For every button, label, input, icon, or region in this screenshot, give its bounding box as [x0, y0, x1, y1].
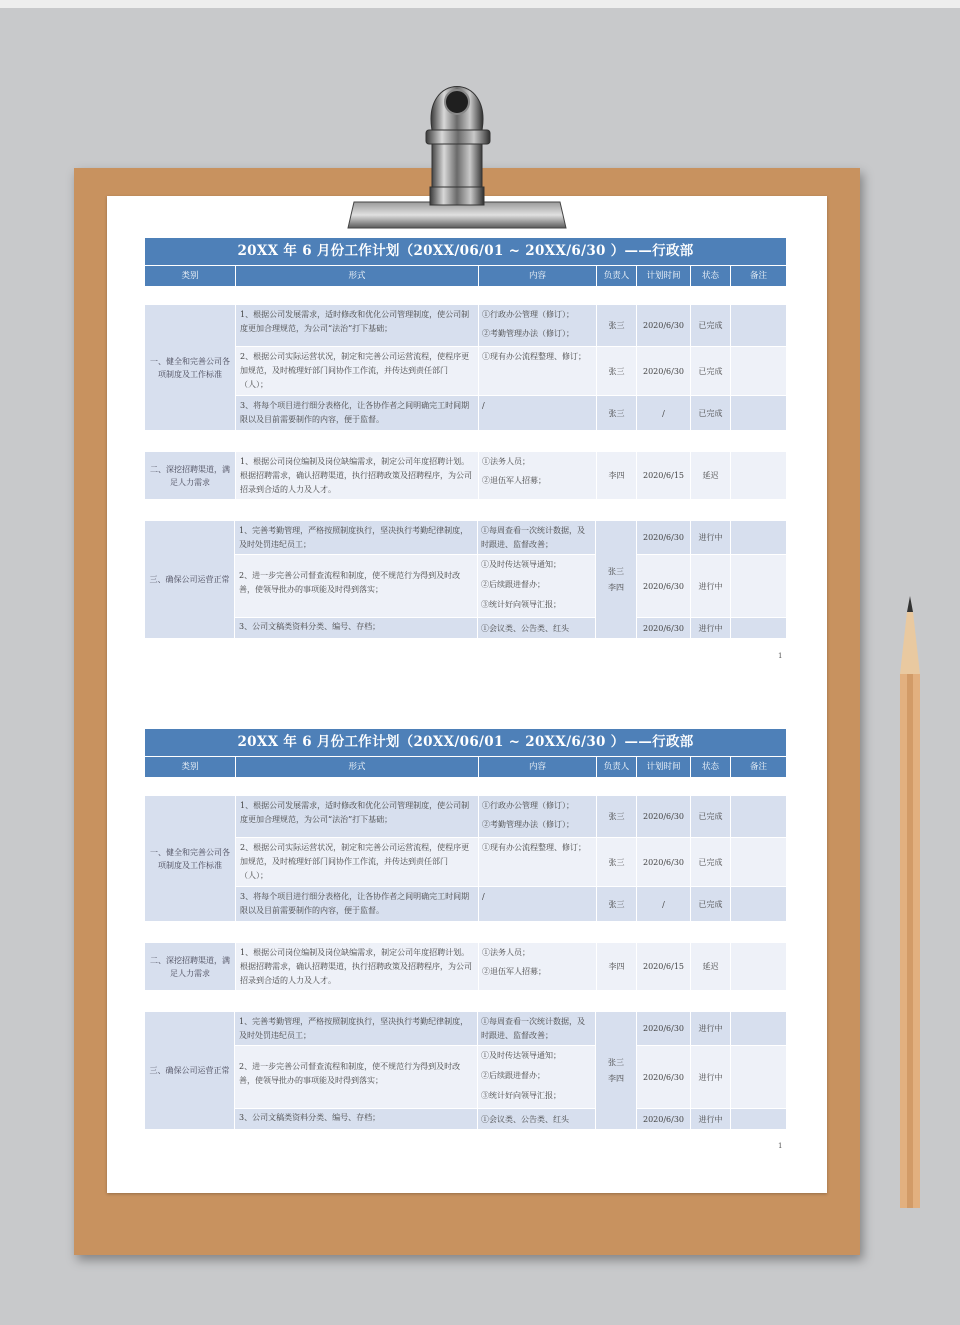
status-cell: 进行中	[691, 521, 731, 554]
form-cell: 1、根据公司岗位编制及岗位缺编需求，制定公司年度招聘计划。根据招聘需求，确认招聘渠道，执行招聘政策及招聘程序，为公司招录到合适的人力及人才。	[236, 943, 479, 990]
table-row	[235, 1109, 596, 1129]
form-cell: 2、根据公司实际运营状况，制定和完善公司运营流程，使程序更加规范，及时梳理好部门间协作工作流，并传达到责任部门（人）；	[236, 838, 479, 886]
form-cell: 3、将每个项目进行细分表格化，让各协作者之间明确完工时间期限以及目前需要制作的内容，便于监督。	[236, 887, 479, 921]
note-cell	[731, 396, 786, 430]
header-category: 类别	[145, 266, 236, 286]
group-1	[145, 305, 786, 430]
time-cell: /	[637, 887, 691, 921]
content-cell: /	[479, 396, 597, 430]
content-cell: /	[479, 887, 597, 921]
status-cell: 已完成	[691, 347, 731, 395]
form-cell: 1、根据公司发展需求，适时修改和优化公司管理制度，使公司制度更加合理规范，为公司“法治”打下基础；	[236, 305, 479, 346]
table-row	[637, 1012, 786, 1046]
form-cell: 3、将每个项目进行细分表格化，让各协作者之间明确完工时间期限以及目前需要制作的内容，便于监督。	[236, 396, 479, 430]
form-cell: 2、进一步完善公司督查流程和制度，使不规范行为得到及时改善，使领导批办的事项能及时得到落实；	[235, 555, 478, 617]
page-number: 1	[778, 652, 783, 660]
note-cell	[731, 305, 786, 346]
note-cell	[731, 452, 786, 499]
plan-table-1	[145, 238, 786, 638]
table-row	[236, 396, 786, 430]
content-cell: ①法务人员； ②退伍军人招募；	[479, 943, 597, 990]
status-cell: 已完成	[691, 887, 731, 921]
table-row	[235, 1012, 596, 1046]
table-row	[637, 555, 786, 618]
table-row	[637, 1046, 786, 1109]
note-cell	[731, 521, 786, 554]
table-row	[637, 521, 786, 555]
form-cell: 3、公司文稿类资料分类、编号、存档；	[235, 1109, 478, 1129]
content-cell: ①现有办公流程整理、修订；	[479, 838, 597, 886]
table-title: 20XX 年 6 月份工作计划（20XX/06/01 ~ 20XX/6/30 ）——行政部	[145, 729, 786, 756]
content-cell: ①行政办公管理（修订）； ②考勤管理办法（修订）；	[479, 796, 597, 837]
form-cell: 2、根据公司实际运营状况，制定和完善公司运营流程，使程序更加规范，及时梳理好部门间协作工作流，并传达到责任部门（人）；	[236, 347, 479, 395]
note-cell	[731, 618, 786, 638]
content-cell: ①会议类、公告类、红头	[478, 618, 596, 638]
content-cell: ①及时传达领导通知； ②后续跟进督办； ③统计好向领导汇报；	[478, 555, 596, 617]
note-cell	[731, 1046, 786, 1108]
time-cell: 2020/6/15	[637, 943, 691, 990]
person-cell: 张三	[597, 838, 637, 886]
status-cell: 已完成	[691, 305, 731, 346]
top-strip	[0, 0, 960, 8]
table-title: 20XX 年 6 月份工作计划（20XX/06/01 ~ 20XX/6/30 ）——行政部	[145, 238, 786, 265]
header-content: 内容	[479, 266, 597, 286]
header-time: 计划时间	[637, 757, 691, 777]
status-cell: 已完成	[691, 796, 731, 837]
table-row	[235, 1046, 596, 1109]
group-2	[145, 943, 786, 990]
person-cell: 张三	[597, 796, 637, 837]
note-cell	[731, 887, 786, 921]
status-cell: 进行中	[691, 1109, 731, 1129]
header-row	[145, 757, 786, 777]
status-cell: 进行中	[691, 1046, 731, 1108]
header-row	[145, 266, 786, 286]
category-cell: 三、确保公司运营正常	[145, 521, 235, 638]
status-cell: 已完成	[691, 838, 731, 886]
category-cell: 二、深挖招聘渠道，满足人力需求	[145, 452, 236, 499]
group-3	[145, 1012, 786, 1129]
note-cell	[731, 943, 786, 990]
time-cell: 2020/6/30	[637, 1109, 691, 1129]
page-number: 1	[778, 1142, 783, 1150]
category-cell: 一、健全和完善公司各项制度及工作标准	[145, 796, 236, 921]
status-cell: 延迟	[691, 452, 731, 499]
header-status: 状态	[691, 757, 731, 777]
note-cell	[731, 838, 786, 886]
time-cell: 2020/6/30	[637, 555, 691, 617]
header-form: 形式	[236, 757, 479, 777]
time-cell: 2020/6/30	[637, 521, 691, 554]
header-content: 内容	[479, 757, 597, 777]
table-row	[236, 452, 786, 499]
time-cell: 2020/6/30	[637, 796, 691, 837]
content-cell: ①每周查看一次统计数据，及时跟进、监督改善；	[478, 521, 596, 554]
status-cell: 已完成	[691, 396, 731, 430]
form-cell: 3、公司文稿类资料分类、编号、存档；	[235, 618, 478, 638]
group-1	[145, 796, 786, 921]
time-cell: /	[637, 396, 691, 430]
content-cell: ①现有办公流程整理、修订；	[479, 347, 597, 395]
header-person: 负责人	[597, 266, 637, 286]
status-cell: 延迟	[691, 943, 731, 990]
form-cell: 1、根据公司岗位编制及岗位缺编需求，制定公司年度招聘计划。根据招聘需求，确认招聘渠道，执行招聘政策及招聘程序，为公司招录到合适的人力及人才。	[236, 452, 479, 499]
table-row	[637, 1109, 786, 1129]
status-cell: 进行中	[691, 555, 731, 617]
header-status: 状态	[691, 266, 731, 286]
header-note: 备注	[731, 266, 786, 286]
header-person: 负责人	[597, 757, 637, 777]
content-cell: ①行政办公管理（修订）； ②考勤管理办法（修订）；	[479, 305, 597, 346]
header-note: 备注	[731, 757, 786, 777]
table-row	[235, 521, 596, 555]
note-cell	[731, 555, 786, 617]
note-cell	[731, 1012, 786, 1045]
table-row	[236, 943, 786, 990]
content-cell: ①每周查看一次统计数据，及时跟进、监督改善；	[478, 1012, 596, 1045]
note-cell	[731, 796, 786, 837]
table-row	[235, 618, 596, 638]
time-cell: 2020/6/30	[637, 1012, 691, 1045]
paper-sheet	[107, 196, 827, 1193]
table-row	[236, 305, 786, 347]
status-cell: 进行中	[691, 1012, 731, 1045]
person-cell-merged: 张三 李四	[596, 1012, 637, 1129]
table-row	[236, 796, 786, 838]
form-cell: 1、完善考勤管理，严格按照制度执行，坚决执行考勤纪律制度，及时处罚违纪员工；	[235, 521, 478, 554]
person-cell: 张三	[597, 396, 637, 430]
header-category: 类别	[145, 757, 236, 777]
pencil-icon	[896, 596, 924, 1208]
person-cell: 李四	[597, 452, 637, 499]
table-row	[236, 838, 786, 887]
time-cell: 2020/6/30	[637, 347, 691, 395]
person-cell: 张三	[597, 305, 637, 346]
status-cell: 进行中	[691, 618, 731, 638]
table-row	[236, 347, 786, 396]
header-time: 计划时间	[637, 266, 691, 286]
group-2	[145, 452, 786, 499]
group-3	[145, 521, 786, 638]
category-cell: 一、健全和完善公司各项制度及工作标准	[145, 305, 236, 430]
table-row	[235, 555, 596, 618]
person-cell: 张三	[597, 347, 637, 395]
time-cell: 2020/6/30	[637, 305, 691, 346]
category-cell: 二、深挖招聘渠道，满足人力需求	[145, 943, 236, 990]
person-cell: 张三	[597, 887, 637, 921]
form-cell: 1、完善考勤管理，严格按照制度执行，坚决执行考勤纪律制度，及时处罚违纪员工；	[235, 1012, 478, 1045]
content-cell: ①会议类、公告类、红头	[478, 1109, 596, 1129]
plan-table-2	[145, 729, 786, 1129]
category-cell: 三、确保公司运营正常	[145, 1012, 235, 1129]
time-cell: 2020/6/30	[637, 1046, 691, 1108]
note-cell	[731, 1109, 786, 1129]
form-cell: 1、根据公司发展需求，适时修改和优化公司管理制度，使公司制度更加合理规范，为公司“法治”打下基础；	[236, 796, 479, 837]
time-cell: 2020/6/30	[637, 618, 691, 638]
time-cell: 2020/6/15	[637, 452, 691, 499]
time-cell: 2020/6/30	[637, 838, 691, 886]
header-form: 形式	[236, 266, 479, 286]
person-cell: 李四	[597, 943, 637, 990]
content-cell: ①及时传达领导通知； ②后续跟进督办； ③统计好向领导汇报；	[478, 1046, 596, 1108]
note-cell	[731, 347, 786, 395]
form-cell: 2、进一步完善公司督查流程和制度，使不规范行为得到及时改善，使领导批办的事项能及时得到落实；	[235, 1046, 478, 1108]
table-row	[637, 618, 786, 638]
person-cell-merged: 张三 李四	[596, 521, 637, 638]
table-row	[236, 887, 786, 921]
binder-clip-icon	[346, 52, 568, 232]
content-cell: ①法务人员； ②退伍军人招募；	[479, 452, 597, 499]
